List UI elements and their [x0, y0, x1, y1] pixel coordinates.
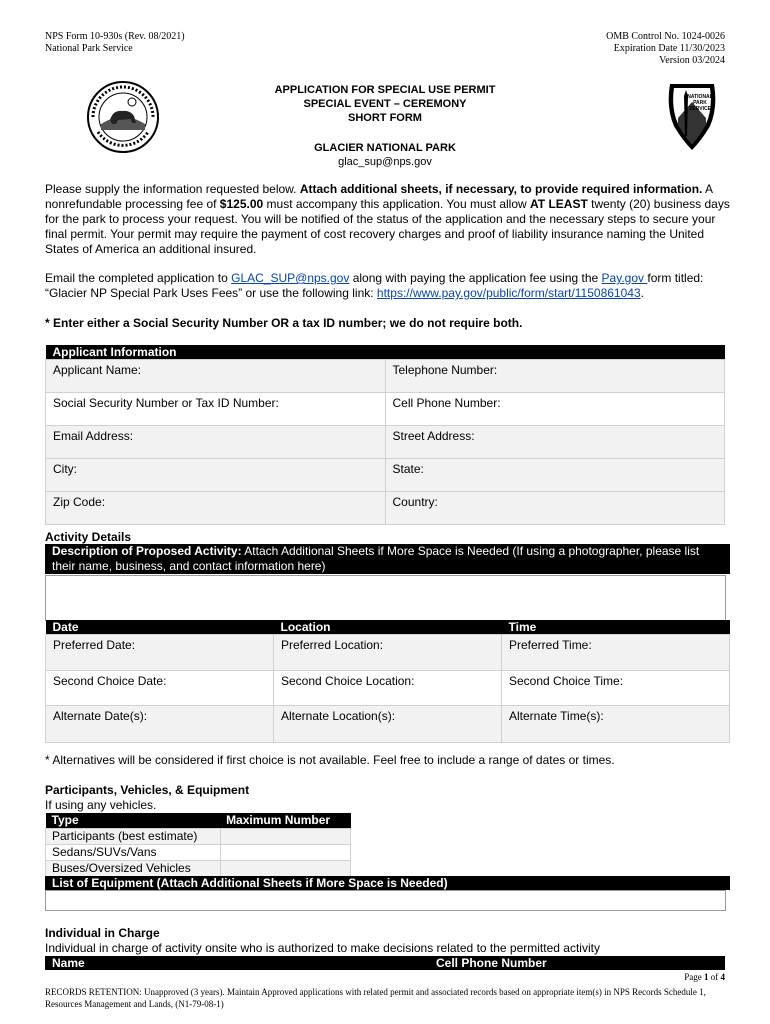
col-time: Time — [502, 620, 730, 635]
expiration-date: Expiration Date 11/30/2023 — [613, 43, 725, 54]
charge-table — [45, 956, 725, 970]
email-field[interactable]: Email Address: — [46, 426, 386, 459]
second-date-field[interactable]: Second Choice Date: — [46, 671, 274, 706]
col-cell-phone: Cell Phone Number — [429, 956, 725, 970]
second-location-field[interactable]: Second Choice Location: — [274, 671, 502, 706]
sedans-row-label: Sedans/SUVs/Vans — [46, 845, 221, 861]
omb-control-number: OMB Control No. 1024-0026 — [606, 31, 725, 42]
page-number: Page 1 of 4 — [684, 972, 725, 982]
park-name: GLACIER NATIONAL PARK — [314, 142, 456, 154]
buses-count-field[interactable] — [220, 861, 350, 877]
col-max-number: Maximum Number — [220, 813, 350, 829]
svg-text:PARK: PARK — [693, 100, 707, 106]
alternate-date-field[interactable]: Alternate Date(s): — [46, 706, 274, 743]
sedans-count-field[interactable] — [220, 845, 350, 861]
version-date: Version 03/2024 — [659, 55, 725, 66]
schedule-table — [45, 620, 730, 743]
alternate-time-field[interactable]: Alternate Time(s): — [502, 706, 730, 743]
form-header-left — [45, 31, 185, 55]
form-header-right — [606, 31, 725, 67]
form-number: NPS Form 10-930s (Rev. 08/2021) — [45, 31, 185, 42]
park-email: glac_sup@nps.gov — [338, 156, 432, 168]
preferred-time-field[interactable]: Preferred Time: — [502, 635, 730, 671]
ssn-tax-id-field[interactable]: Social Security Number or Tax ID Number: — [46, 393, 386, 426]
activity-description-field[interactable] — [45, 575, 726, 621]
svg-text:NATIONAL: NATIONAL — [687, 94, 713, 100]
alternate-location-field[interactable]: Alternate Location(s): — [274, 706, 502, 743]
second-time-field[interactable]: Second Choice Time: — [502, 671, 730, 706]
title-line-2: SPECIAL EVENT – CEREMONY — [303, 98, 467, 110]
buses-row-label: Buses/Oversized Vehicles — [46, 861, 221, 877]
col-type: Type — [46, 813, 221, 829]
col-name: Name — [45, 956, 429, 970]
applicant-table — [45, 345, 725, 525]
preferred-location-field[interactable]: Preferred Location: — [274, 635, 502, 671]
participants-sub: If using any vehicles. — [45, 798, 157, 812]
form-title — [0, 83, 770, 125]
street-address-field[interactable]: Street Address: — [385, 426, 725, 459]
state-field[interactable]: State: — [385, 459, 725, 492]
applicant-name-field[interactable]: Applicant Name: — [46, 360, 386, 393]
submit-instructions: Email the completed application to GLAC_SUP@nps.gov along with paying the application fee using the Pay.gov form titled: “Glacier NP Special Park Uses Fees” or use the following link: https://www.pay.gov/public/form/start/1150861043. — [45, 271, 704, 300]
records-retention: RECORDS RETENTION: Unapproved (3 years). Maintain Approved applications with related permit and associated records based on appropriate item(s) in NPS Records Schedule 1, Resources Management and Lands, (N1-79-08-1) — [45, 987, 706, 1009]
equipment-bar: List of Equipment (Attach Additional Sheets if More Space is Needed) — [45, 876, 730, 890]
ssn-note: * Enter either a Social Security Number OR a tax ID number; we do not require both. — [45, 316, 523, 330]
agency-name: National Park Service — [45, 43, 133, 54]
svg-text:SERVICE: SERVICE — [689, 106, 711, 112]
participants-heading: Participants, Vehicles, & Equipment — [45, 783, 250, 797]
title-line-3: SHORT FORM — [348, 112, 422, 124]
zip-field[interactable]: Zip Code: — [46, 492, 386, 525]
submit-email-link[interactable]: GLAC_SUP@nps.gov — [231, 271, 350, 285]
applicant-heading: Applicant Information — [46, 345, 386, 360]
paygov-form-link[interactable]: https://www.pay.gov/public/form/start/1150861043 — [376, 286, 641, 300]
participants-row-label: Participants (best estimate) — [46, 829, 221, 845]
title-line-1: APPLICATION FOR SPECIAL USE PERMIT — [274, 84, 496, 96]
charge-sub: Individual in charge of activity onsite who is authorized to make decisions related to the permitted activity — [45, 941, 600, 955]
equipment-field[interactable] — [45, 890, 726, 911]
preferred-date-field[interactable]: Preferred Date: — [46, 635, 274, 671]
activity-description-bar: Description of Proposed Activity: Attach Additional Sheets if More Space is Needed (If using a photographer, please list their name, business, and contact information here) — [45, 544, 730, 574]
charge-heading: Individual in Charge — [45, 926, 160, 940]
telephone-field[interactable]: Telephone Number: — [385, 360, 725, 393]
city-field[interactable]: City: — [46, 459, 386, 492]
country-field[interactable]: Country: — [385, 492, 725, 525]
alternatives-note: * Alternatives will be considered if first choice is not available. Feel free to include a range of dates or times. — [45, 753, 615, 767]
intro-paragraph: Please supply the information requested below. Attach additional sheets, if necessary, to provide required information. A nonrefundable processing fee of $125.00 must accompany this application. You must allow AT LEAST twenty (20) business days for the park to process your request. You will be notified of the status of the application and the necessary steps to secure your final permit. Your permit may require the payment of cost recovery charges and proof of liability insurance naming the United States of America an additional insured. — [45, 182, 730, 256]
paygov-link[interactable]: Pay.gov — [601, 271, 648, 285]
park-block — [0, 141, 770, 169]
participants-count-field[interactable] — [220, 829, 350, 845]
cell-phone-field[interactable]: Cell Phone Number: — [385, 393, 725, 426]
col-location: Location — [274, 620, 502, 635]
col-date: Date — [46, 620, 274, 635]
activity-heading: Activity Details — [45, 530, 132, 544]
participants-table — [45, 813, 351, 877]
